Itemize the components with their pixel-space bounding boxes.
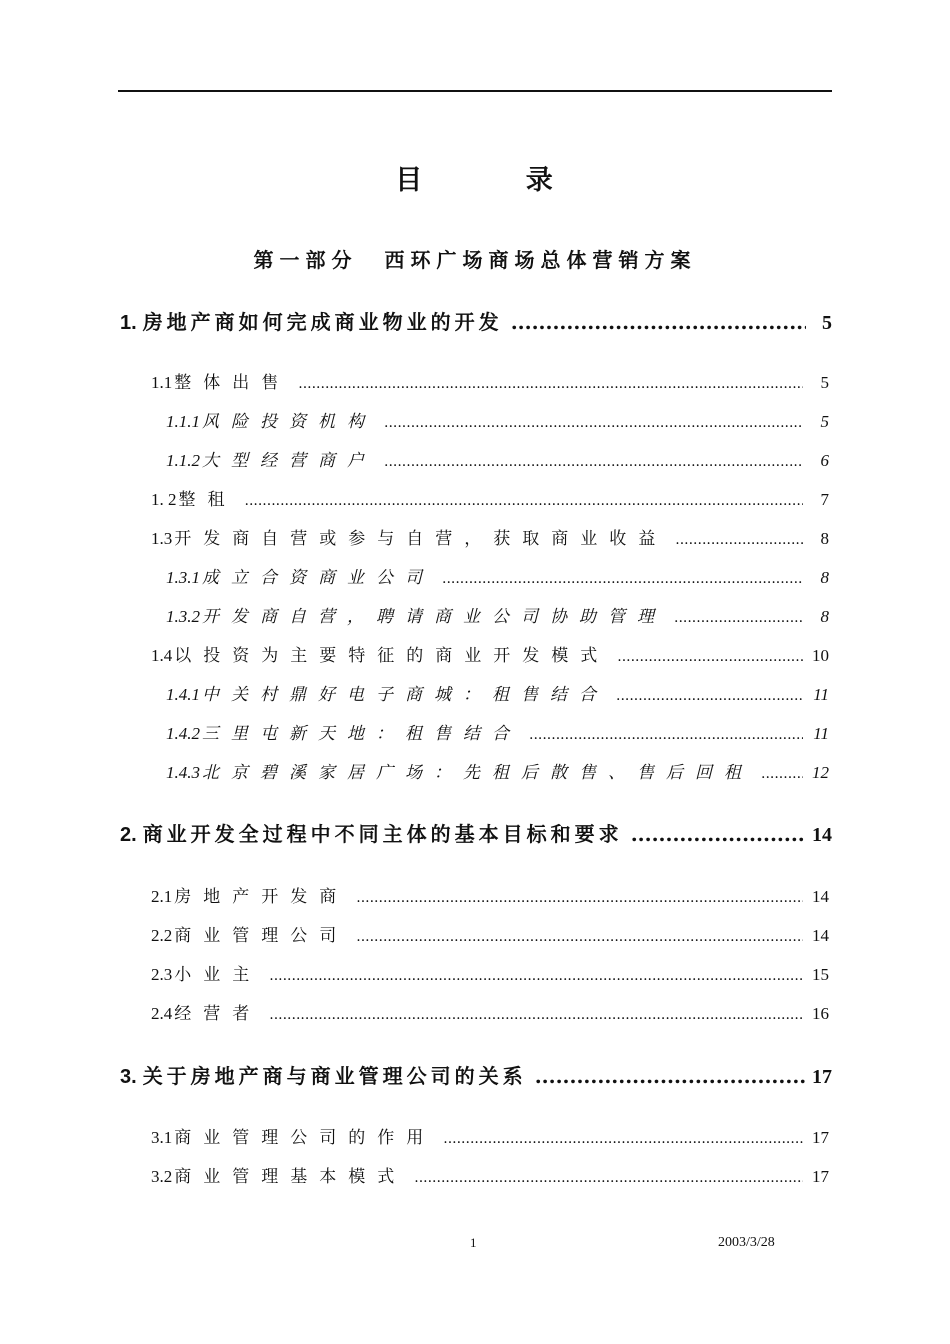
toc-entry-text: 商业管理公司 xyxy=(174,926,349,945)
toc-entry-label xyxy=(166,719,521,744)
toc-entry[interactable] xyxy=(151,641,829,666)
toc-entry[interactable] xyxy=(151,524,829,549)
toc-entry-number: 1.1.2 xyxy=(166,451,200,470)
toc-entry-page: 14 xyxy=(812,824,832,846)
toc-entry[interactable] xyxy=(166,758,829,783)
toc-entry-page: 5 xyxy=(820,373,829,392)
toc-entry-page: 17 xyxy=(812,1128,829,1147)
toc-entry-number: 1.3.2 xyxy=(166,607,200,626)
toc-entry-page: 12 xyxy=(812,763,829,782)
toc-entry-number: 1.4.3 xyxy=(166,763,200,782)
toc-entry-number: 1.1 xyxy=(151,373,173,392)
toc-entry-label xyxy=(166,680,608,705)
toc-entry-number: 1. 2 xyxy=(151,490,177,509)
toc-entry-text: 小业主 xyxy=(174,965,262,984)
toc-entry-label xyxy=(151,999,261,1024)
toc-entry-text: 北京碧溪家居广场：先租后散售、售后回租 xyxy=(202,763,753,782)
toc-entry-text: 开发商自营或参与自营，获取商业收益 xyxy=(174,529,668,548)
toc-dot-leader xyxy=(617,649,803,665)
toc-entry-number: 1.1.1 xyxy=(166,412,200,431)
toc-dot-leader xyxy=(442,571,803,587)
toc-entry-text: 以投资为主要特征的商业开发模式 xyxy=(174,646,610,665)
toc-entry-label xyxy=(120,306,503,335)
toc-entry-label xyxy=(151,485,237,510)
toc-entry-number: 1. xyxy=(120,312,137,334)
toc-entry-text: 三里屯新天地：租售结合 xyxy=(202,724,521,743)
toc-dot-leader xyxy=(269,968,803,984)
toc-dot-leader xyxy=(414,1170,803,1186)
toc-entry-page: 6 xyxy=(820,451,829,470)
part-subtitle: 第一部分 西环广场商场总体营销方案 xyxy=(253,248,697,272)
footer-page-number: 1 xyxy=(470,1235,477,1250)
toc-entry-text: 大型经营商户 xyxy=(202,451,376,470)
toc-entry-page: 8 xyxy=(820,568,829,587)
toc-entry-label xyxy=(166,563,434,588)
toc-entry[interactable] xyxy=(166,680,829,705)
toc-entry[interactable] xyxy=(120,818,832,847)
toc-entry-label xyxy=(151,882,348,907)
toc-entry-label xyxy=(151,524,667,549)
toc-entry-number: 2.4 xyxy=(151,1004,173,1023)
toc-entry[interactable] xyxy=(151,960,829,985)
toc-dot-leader xyxy=(356,890,803,906)
toc-entry-number: 3. xyxy=(120,1066,137,1088)
toc-entry-page: 17 xyxy=(812,1066,832,1088)
toc-entry[interactable] xyxy=(120,306,832,335)
toc-entry-label xyxy=(151,368,290,393)
toc-entry-label xyxy=(166,446,376,471)
toc-dot-leader xyxy=(511,310,806,334)
toc-entry-page: 16 xyxy=(812,1004,829,1023)
toc-entry-label xyxy=(151,960,261,985)
toc-entry-number: 3.1 xyxy=(151,1128,173,1147)
toc-entry-page: 14 xyxy=(812,926,829,945)
toc-entry[interactable] xyxy=(151,1123,829,1148)
toc-dot-leader xyxy=(384,454,803,470)
footer-date: 2003/3/28 xyxy=(718,1235,775,1250)
toc-dot-leader xyxy=(384,415,803,431)
toc-entry[interactable] xyxy=(151,1162,829,1187)
toc-entry[interactable] xyxy=(151,485,829,510)
toc-entry-number: 2.2 xyxy=(151,926,173,945)
toc-dot-leader xyxy=(616,688,803,704)
toc-dot-leader xyxy=(761,766,803,782)
toc-entry-page: 8 xyxy=(820,607,829,626)
toc-entry-number: 1.4 xyxy=(151,646,173,665)
toc-entry-number: 2.3 xyxy=(151,965,173,984)
header-rule xyxy=(118,90,832,92)
toc-entry-text: 经营者 xyxy=(174,1004,262,1023)
toc-dot-leader xyxy=(245,493,804,509)
toc-dot-leader xyxy=(535,1064,806,1088)
toc-entry-label xyxy=(120,818,623,847)
toc-entry[interactable] xyxy=(151,368,829,393)
toc-entry-number: 1.3 xyxy=(151,529,173,548)
toc-entry-text: 整体出售 xyxy=(174,373,291,392)
toc-entry-text: 房地产商如何完成商业物业的开发 xyxy=(142,310,503,334)
toc-entry-label xyxy=(166,602,666,627)
toc-entry[interactable] xyxy=(151,921,829,946)
toc-dot-leader xyxy=(675,532,803,548)
toc-entry-page: 15 xyxy=(812,965,829,984)
toc-entry-page: 5 xyxy=(820,412,829,431)
toc-dot-leader xyxy=(443,1131,803,1147)
toc-entry-page: 11 xyxy=(813,724,829,743)
toc-entry-page: 17 xyxy=(812,1167,829,1186)
toc-entry-text: 关于房地产商与商业管理公司的关系 xyxy=(142,1064,527,1088)
toc-entry-label xyxy=(151,1123,435,1148)
toc-dot-leader xyxy=(674,610,803,626)
toc-entry-number: 2.1 xyxy=(151,887,173,906)
toc-entry-number: 1.3.1 xyxy=(166,568,200,587)
toc-entry-label xyxy=(151,921,348,946)
toc-entry-page: 5 xyxy=(822,312,832,334)
toc-entry-text: 成立合资商业公司 xyxy=(202,568,434,587)
toc-dot-leader xyxy=(269,1007,803,1023)
toc-entry-label xyxy=(120,1060,527,1089)
toc-entry-page: 8 xyxy=(820,529,829,548)
toc-entry-number: 3.2 xyxy=(151,1167,173,1186)
toc-entry-text: 商业管理基本模式 xyxy=(174,1167,407,1186)
toc-entry[interactable] xyxy=(166,719,829,744)
toc-entry-text: 商业开发全过程中不同主体的基本目标和要求 xyxy=(142,822,623,846)
toc-dot-leader xyxy=(529,727,803,743)
toc-entry[interactable] xyxy=(151,882,829,907)
toc-entry-text: 开发商自营，聘请商业公司协助管理 xyxy=(202,607,666,626)
toc-entry-label xyxy=(151,641,609,666)
toc-entry[interactable] xyxy=(166,446,829,471)
toc-entry-label xyxy=(151,1162,406,1187)
toc-entry-text: 风险投资机构 xyxy=(202,412,376,431)
page-title: 目 录 xyxy=(395,165,555,196)
toc-entry-page: 7 xyxy=(820,490,829,509)
toc-entry[interactable] xyxy=(151,999,829,1024)
toc-dot-leader xyxy=(356,929,803,945)
toc-entry-number: 2. xyxy=(120,824,137,846)
toc-entry-text: 整租 xyxy=(178,490,237,509)
toc-entry[interactable] xyxy=(120,1060,832,1089)
toc-entry[interactable] xyxy=(166,407,829,432)
toc-entry-number: 1.4.2 xyxy=(166,724,200,743)
toc-entry-page: 10 xyxy=(812,646,829,665)
toc-entry-label xyxy=(166,407,376,432)
toc-entry[interactable] xyxy=(166,602,829,627)
toc-dot-leader xyxy=(631,822,806,846)
toc-dot-leader xyxy=(298,376,803,392)
toc-entry-label xyxy=(166,758,753,783)
toc-entry-text: 房地产开发商 xyxy=(174,887,349,906)
toc-entry-number: 1.4.1 xyxy=(166,685,200,704)
toc-entry[interactable] xyxy=(166,563,829,588)
toc-entry-text: 中关村鼎好电子商城：租售结合 xyxy=(202,685,608,704)
toc-entry-text: 商业管理公司的作用 xyxy=(174,1128,436,1147)
toc-entry-page: 11 xyxy=(813,685,829,704)
toc-entry-page: 14 xyxy=(812,887,829,906)
